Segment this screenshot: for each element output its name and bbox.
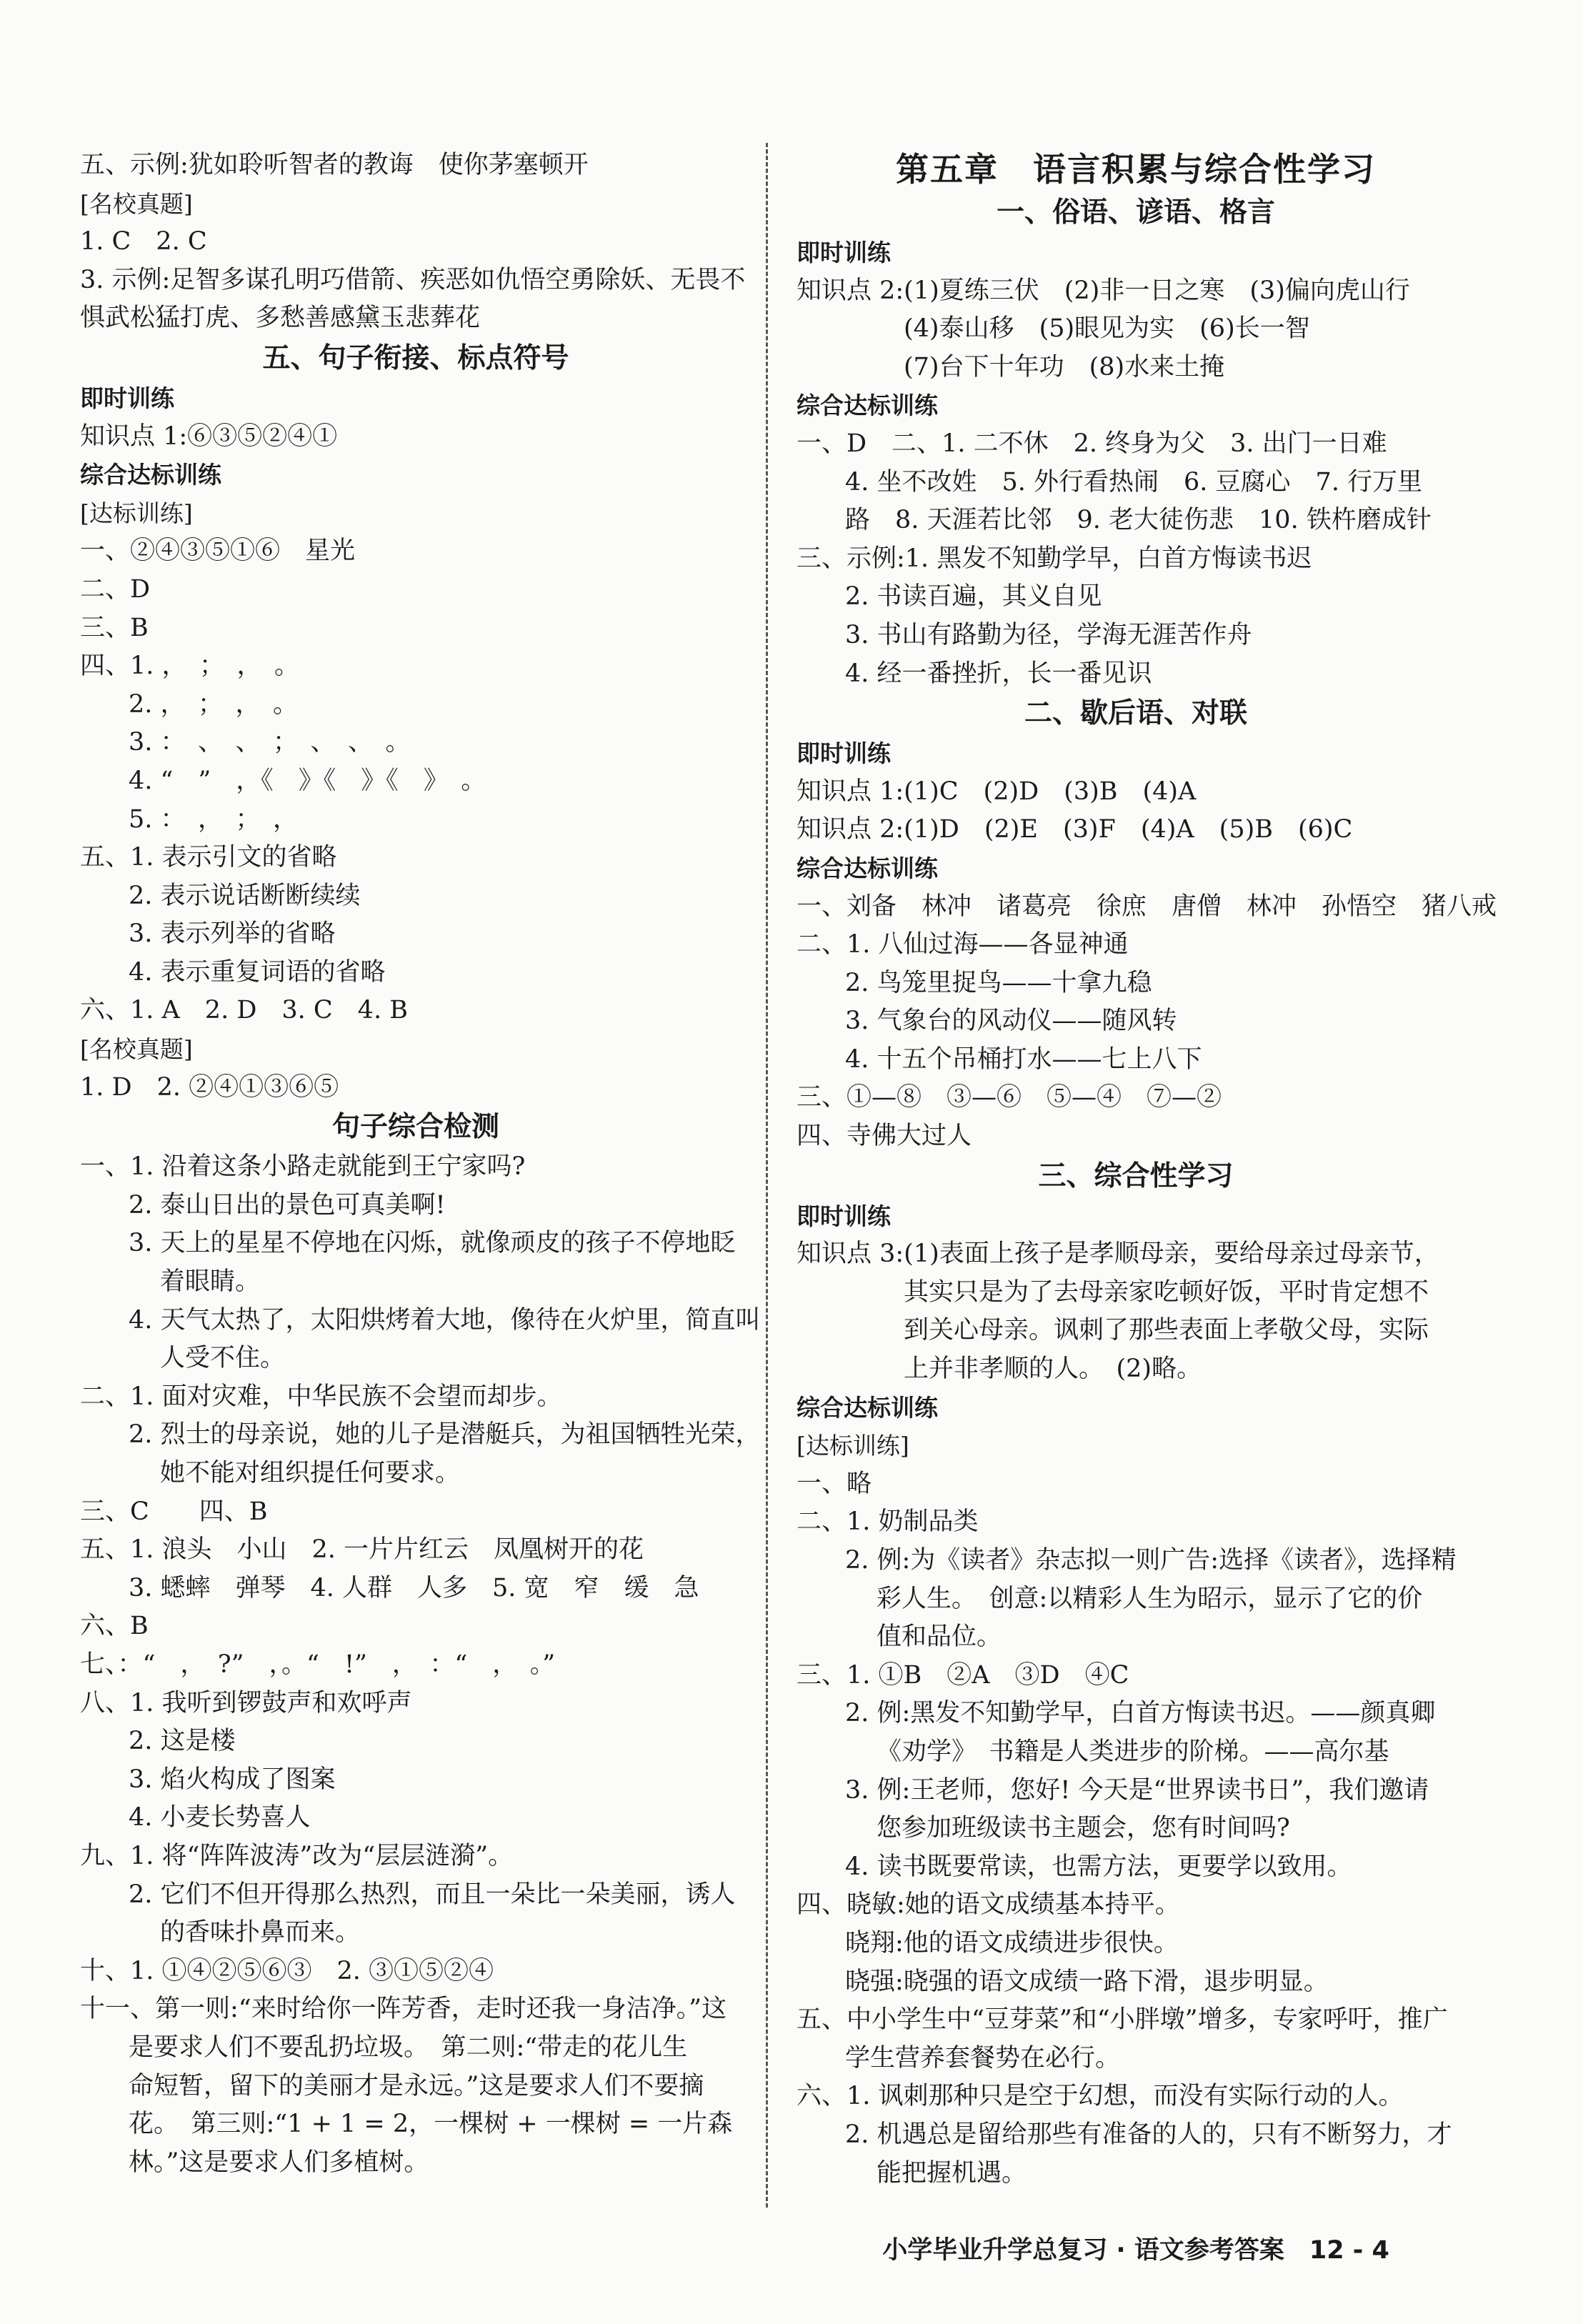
answer-line: 2. 书读百遍，其义自见	[845, 582, 1102, 612]
answer-line: 4. 小麦长势喜人	[129, 1803, 311, 1832]
answer-line: 3. 天上的星星不停地在闪烁，就像顽皮的孩子不停地眨	[129, 1229, 736, 1258]
answer-line: 三、①—⑧ ③—⑥ ⑤—④ ⑦—②	[797, 1083, 1222, 1112]
answer-line: 五、示例:犹如聆听智者的教诲 使你茅塞顿开	[80, 151, 589, 179]
answer-line: 五、1. 浪头 小山 2. 一片片红云 凤凰树开的花	[80, 1535, 644, 1565]
answer-line: 四、寺佛大过人	[797, 1122, 972, 1151]
answer-line: 2. 烈士的母亲说，她的儿子是潜艇兵，为祖国牺牲光荣，	[129, 1420, 761, 1450]
answer-line: 2. 表示说话断断续续	[129, 881, 361, 910]
page-footer: 小学毕业升学总复习 · 语文参考答案 12 - 4	[882, 2236, 1389, 2265]
answer-line: 1. C 2. C	[80, 227, 207, 256]
answer-line: 一、1. 沿着这条小路走就能到王宁家吗?	[80, 1152, 526, 1182]
answer-line: 知识点 3:(1)表面上孩子是孝顺母亲，要给母亲过母亲节，	[797, 1240, 1439, 1269]
section-title: 句子综合检测	[331, 1111, 499, 1144]
answer-line: 4. “ ” ，《 》《 》《 》 。	[129, 766, 486, 795]
answer-line: 《劝学》 书籍是人类进步的阶梯。——高尔基	[877, 1737, 1389, 1766]
answer-line: 2. 机遇总是留给那些有准备的人的，只有不断努力，才	[845, 2120, 1452, 2149]
answer-line: 4. 十五个吊桶打水——七上八下	[845, 1044, 1202, 1074]
answer-line: 您参加班级读书主题会，您有时间吗?	[877, 1814, 1290, 1843]
answer-line: 命短暂，留下的美丽才是永远。”这是要求人们不要摘	[129, 2071, 704, 2100]
answer-line: 一、略	[797, 1469, 872, 1498]
answer-line: 3. 蟋蟀 弹琴 4. 人群 人多 5. 宽 窄 缓 急	[129, 1573, 699, 1602]
answer-line: 学生营养套餐势在必行。	[845, 2043, 1121, 2073]
section-label: 综合达标训练	[80, 461, 221, 489]
section-label: 综合达标训练	[797, 392, 938, 420]
answer-line: 五、1. 表示引文的省略	[80, 843, 337, 872]
answer-line: 六、1. A 2. D 3. C 4. B	[80, 996, 408, 1025]
answer-line: 三、1. ①B ②A ③D ④C	[797, 1660, 1129, 1690]
answer-line: 2. 它们不但开得那么热烈，而且一朵比一朵美丽，诱人	[129, 1880, 736, 1909]
section-label: [名校真题]	[80, 1035, 193, 1064]
answer-line: 彩人生。 创意:以精彩人生为昭示，显示了它的价	[877, 1584, 1423, 1613]
answer-line: 5. ： ， ； ，	[129, 804, 299, 834]
section-label: 综合达标训练	[797, 1393, 938, 1422]
right-column	[797, 146, 1497, 2193]
answer-line: 一、刘备 林冲 诸葛亮 徐庶 唐僧 林冲 孙悟空 猪八戒	[797, 892, 1497, 921]
answer-line: 4. 天气太热了，太阳烘烤着大地，像待在火炉里，简直叫	[129, 1305, 761, 1335]
answer-line: 知识点 1:⑥③⑤②④①	[80, 422, 338, 451]
answer-line: 她不能对组织提任何要求。	[160, 1459, 461, 1487]
answer-line: 3. ： 、 、 ； 、 、 。	[129, 728, 411, 757]
answer-line: 3. 书山有路勤为径，学海无涯苦作舟	[845, 620, 1252, 649]
answer-line: 4. 经一番挫折，长一番见识	[845, 659, 1152, 688]
section-label: 即时训练	[797, 739, 891, 768]
answer-line: 一、D 二、1. 二不休 2. 终身为父 3. 出门一日难	[797, 429, 1387, 458]
answer-line: 4. 坐不改姓 5. 外行看热闹 6. 豆腐心 7. 行万里	[845, 467, 1423, 497]
answer-line: 到关心母亲。讽刺了那些表面上孝敬父母，实际	[904, 1316, 1429, 1345]
answer-line: 六、1. 讽刺那种只是空于幻想，而没有实际行动的人。	[797, 2082, 1404, 2111]
column-divider	[766, 143, 768, 2208]
answer-line: 2. 泰山日出的景色可真美啊!	[129, 1190, 446, 1220]
section-label: 综合达标训练	[797, 854, 938, 882]
answer-line: 四、1. ， ； ， 。	[80, 652, 300, 681]
answer-line: 林。”这是要求人们多植树。	[129, 2148, 429, 2177]
section-label: 即时训练	[80, 384, 174, 412]
chapter-title: 第五章 语言积累与综合性学习	[896, 150, 1376, 189]
answer-line: 知识点 1:(1)C (2)D (3)B (4)A	[797, 777, 1197, 806]
answer-line: (4)泰山移 (5)眼见为实 (6)长一智	[904, 314, 1310, 344]
answer-line: 3. 焰火构成了图案	[129, 1765, 336, 1794]
answer-line: 1. D 2. ②④①③⑥⑤	[80, 1072, 339, 1102]
answer-line: 2. 鸟笼里捉鸟——十拿九稳	[845, 968, 1152, 997]
answer-line: 3. 表示列举的省略	[129, 919, 336, 949]
answer-line: 三、示例:1. 黑发不知勤学早，白首方悔读书迟	[797, 544, 1312, 573]
answer-line: 三、B	[80, 613, 149, 642]
answer-line: 2. 例:黑发不知勤学早，白首方悔读书迟。——颜真卿	[845, 1699, 1436, 1728]
answer-line: 二、1. 奶制品类	[797, 1507, 979, 1537]
answer-line: 上并非孝顺的人。 (2)略。	[904, 1355, 1202, 1384]
section-title: 五、句子衔接、标点符号	[262, 341, 569, 374]
section-label: [达标训练]	[797, 1432, 909, 1460]
answer-line: 十、1. ①④②⑤⑥③ 2. ③①⑤②④	[80, 1956, 494, 1985]
answer-line: 五、中小学生中“豆芽菜”和“小胖墩”增多，专家呼吁，推广	[797, 2005, 1448, 2035]
answer-line: 的香味扑鼻而来。	[160, 1918, 361, 1948]
section-title: 二、歇后语、对联	[1024, 697, 1247, 730]
answer-line: 晓强:晓强的语文成绩一路下滑，退步明显。	[845, 1967, 1329, 1996]
section-label: [达标训练]	[80, 499, 193, 527]
answer-line: 晓翔:他的语文成绩进步很快。	[845, 1928, 1179, 1958]
answer-line: 3. 例:王老师，您好! 今天是“世界读书日”，我们邀请	[845, 1775, 1429, 1805]
answer-line: 3. 示例:足智多谋孔明巧借箭、疾恶如仇悟空勇除妖、无畏不	[80, 265, 746, 294]
answer-line: 一、②④③⑤①⑥ 星光	[80, 537, 356, 566]
left-column	[80, 146, 761, 2182]
section-title: 三、综合性学习	[1038, 1159, 1234, 1192]
answer-line: 人受不住。	[160, 1344, 286, 1373]
answer-line: 2. ， ； ， 。	[129, 689, 299, 719]
answer-line: 六、B	[80, 1612, 149, 1641]
answer-line: 4. 读书既要常读，也需方法，更要学以致用。	[845, 1852, 1352, 1881]
answer-line: 知识点 2:(1)D (2)E (3)F (4)A (5)B (6)C	[797, 815, 1353, 844]
answer-line: 4. 表示重复词语的省略	[129, 957, 386, 987]
answer-line: 八、1. 我听到锣鼓声和欢呼声	[80, 1688, 412, 1717]
answer-line: 花。 第三则:“1 + 1 = 2，一棵树 + 一棵树 = 一片森	[129, 2110, 733, 2139]
answer-line: 能把握机遇。	[877, 2158, 1027, 2188]
answer-line: 知识点 2:(1)夏练三伏 (2)非一日之寒 (3)偏向虎山行	[797, 276, 1410, 305]
answer-line: 2. 这是楼	[129, 1727, 236, 1756]
answer-line: 路 8. 天涯若比邻 9. 老大徒伤悲 10. 铁杵磨成针	[845, 506, 1432, 535]
answer-line: 3. 气象台的风动仪——随风转	[845, 1007, 1177, 1036]
answer-line: 二、1. 八仙过海——各显神通	[797, 930, 1129, 959]
answer-line: 着眼睛。	[160, 1267, 261, 1297]
answer-line: 2. 例:为《读者》杂志拟一则广告:选择《读者》，选择精	[845, 1546, 1457, 1575]
answer-line: 其实只是为了去母亲家吃顿好饭，平时肯定想不	[904, 1277, 1429, 1307]
section-label: 即时训练	[797, 1202, 891, 1230]
answer-line: (7)台下十年功 (8)水来土掩	[904, 352, 1225, 381]
answer-line: 二、1. 面对灾难，中华民族不会望而却步。	[80, 1382, 562, 1411]
answer-line: 惧武松猛打虎、多愁善感黛玉悲葬花	[80, 304, 481, 333]
section-label: [名校真题]	[80, 189, 193, 218]
answer-line: 七、：“ ， ?” ，。“ !” ， ：“ ， 。”	[80, 1650, 556, 1679]
answer-line: 十一、第一则:“来时给你一阵芳香，走时还我一身洁净。”这	[80, 1995, 727, 2024]
answer-line: 四、晓敏:她的语文成绩基本持平。	[797, 1890, 1180, 1920]
answer-line: 是要求人们不要乱扔垃圾。 第二则:“带走的花儿生	[129, 2033, 688, 2062]
answer-line: 九、1. 将“阵阵波涛”改为“层层涟漪”。	[80, 1841, 514, 1870]
section-title: 一、俗语、谚语、格言	[996, 196, 1275, 229]
section-label: 即时训练	[797, 239, 891, 266]
answer-line: 三、C 四、B	[80, 1497, 268, 1526]
answer-line: 值和品位。	[877, 1622, 1002, 1652]
answer-line: 二、D	[80, 574, 151, 604]
